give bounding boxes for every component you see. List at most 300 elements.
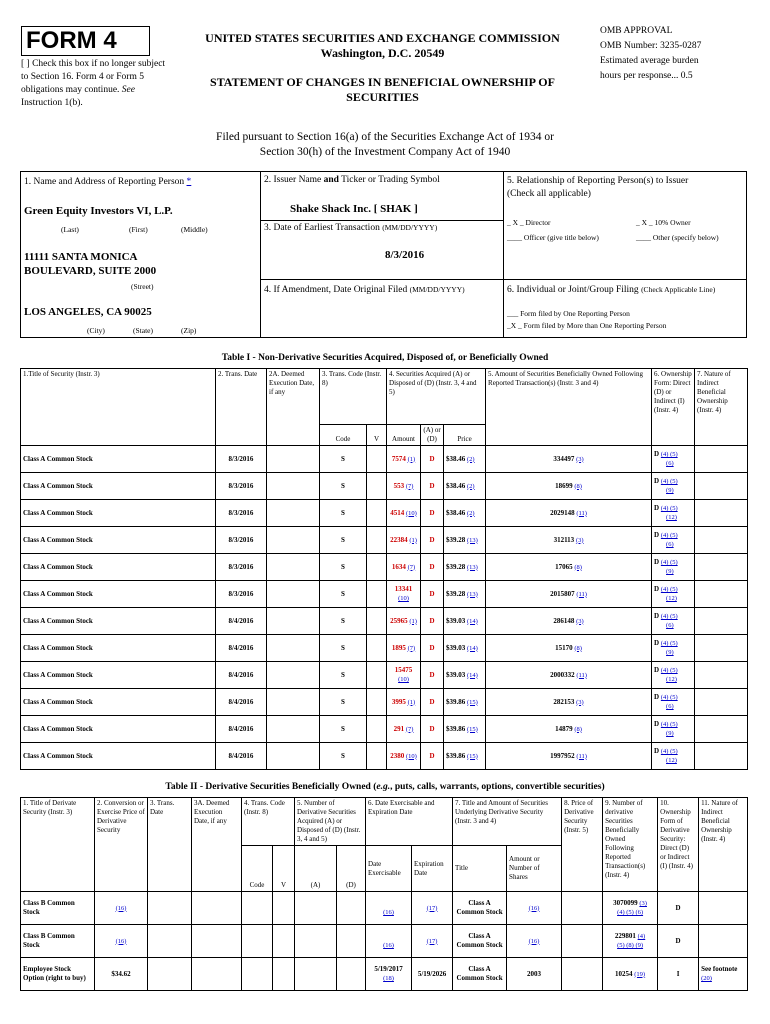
t1-h-v: V xyxy=(367,425,387,446)
deriv-owned-cell xyxy=(603,892,658,925)
underlying-amount: 2003 xyxy=(527,969,542,978)
t2-h-form: 10. Ownership Form of Derivative Security: Direct (D) or Indirect (I) (Instr. 4) xyxy=(658,798,699,892)
owned-footnote-link[interactable]: (8) xyxy=(574,482,582,490)
acquired-disposed: D xyxy=(421,608,444,635)
date-ex-footnote-link[interactable]: (16) xyxy=(383,909,394,916)
form-cell xyxy=(652,554,695,581)
form-cell xyxy=(652,500,695,527)
conversion-footnote-link[interactable]: (16) xyxy=(115,904,127,912)
nature-footnote-link[interactable]: (6) xyxy=(666,703,674,710)
und-amount-cell xyxy=(507,958,562,991)
date-exercisable: 5/19/2017 xyxy=(374,965,403,973)
t1-h-form: 6. Ownership Form: Direct (D) or Indirect (I) (Instr. 4) xyxy=(652,369,695,446)
price-cell xyxy=(444,662,486,689)
t1-h-securities: 4. Securities Acquired (A) or Disposed of (D) (Instr. 3, 4 and 5) xyxy=(387,369,486,425)
nature-footnote-link[interactable]: (12) xyxy=(666,757,677,764)
ownership-form: D xyxy=(654,477,660,485)
nature-footnote-link[interactable]: (6) xyxy=(666,622,674,629)
und-amount-footnote-link[interactable]: (16) xyxy=(528,904,540,912)
exp-footnote-link[interactable]: (17) xyxy=(426,904,438,912)
price: $39.86 xyxy=(446,724,466,733)
nature-footnote-link[interactable]: (6) xyxy=(666,460,674,467)
amount-footnote-link[interactable]: (7) xyxy=(407,644,416,652)
table1-row xyxy=(21,446,748,473)
price-footnote-link[interactable]: (13) xyxy=(467,536,478,544)
deriv-owned: 3070099 xyxy=(613,899,638,907)
ownership-form: D xyxy=(654,504,660,512)
deemed-date xyxy=(192,958,242,991)
amount: 2380 xyxy=(390,751,405,760)
owned-footnote-link[interactable]: (11) xyxy=(576,671,587,679)
amount-cell xyxy=(387,662,421,689)
deriv-title: Employee Stock Option (right to buy) xyxy=(21,958,95,991)
v-flag xyxy=(367,716,387,743)
t1-h-nature: 7. Nature of Indirect Beneficial Ownership (Instr. 4) xyxy=(695,369,748,446)
amount-cell xyxy=(387,716,421,743)
v-flag xyxy=(367,500,387,527)
price-footnote-link[interactable]: (13) xyxy=(467,590,478,598)
owned-amount: 14879 xyxy=(555,724,573,733)
owned-amount: 17065 xyxy=(555,562,573,571)
price-footnote-link[interactable]: (2) xyxy=(467,482,475,490)
deemed-date xyxy=(267,743,320,770)
t1-h-title: 1.Title of Security (Instr. 3) xyxy=(21,369,216,446)
omb-approval: OMB APPROVAL OMB Number: 3235-0287 Estimated average burden hours per response... 0.5 xyxy=(600,26,702,81)
trans-date: 8/3/2016 xyxy=(216,446,267,473)
owned-amount: 2015807 xyxy=(550,589,575,598)
security-title: Class A Common Stock xyxy=(21,662,216,689)
price-cell xyxy=(444,689,486,716)
deriv-nature-cell xyxy=(699,892,748,925)
underlying-title: Class A Common Stock xyxy=(453,925,507,958)
date-ex-footnote-link[interactable]: (16) xyxy=(383,942,394,949)
acquired-disposed: D xyxy=(421,581,444,608)
form-cell xyxy=(652,608,695,635)
form-cell xyxy=(652,473,695,500)
price-cell xyxy=(444,716,486,743)
amount: 3995 xyxy=(391,697,406,706)
t2-h-nature: 11. Nature of Indirect Beneficial Ownership (Instr. 4) xyxy=(699,798,748,892)
v-flag xyxy=(367,446,387,473)
acquired-disposed: D xyxy=(421,554,444,581)
table1-row xyxy=(21,716,748,743)
und-amount-cell xyxy=(507,892,562,925)
amount-footnote-link[interactable]: (10) xyxy=(398,595,409,602)
deriv-price xyxy=(562,958,603,991)
price-footnote-link[interactable]: (14) xyxy=(467,617,478,625)
price-footnote-link[interactable]: (14) xyxy=(467,644,478,652)
deriv-title: Class B Common Stock xyxy=(21,892,95,925)
ownership-form: D xyxy=(654,531,660,539)
filing-more: _X _ Form filed by More than One Reporting Person xyxy=(507,321,667,330)
owned-cell xyxy=(486,554,652,581)
issuer-name: Shake Shack Inc. [ SHAK ] xyxy=(290,203,418,215)
deriv-owned: 229801 xyxy=(614,932,636,940)
deriv-owned-footnote-link[interactable]: (4) xyxy=(637,933,646,940)
conversion-cell xyxy=(95,892,148,925)
owned-amount: 282153 xyxy=(553,697,575,706)
trans-date: 8/4/2016 xyxy=(216,608,267,635)
form-footnote-link[interactable]: (4) (5) xyxy=(660,505,678,512)
price-footnote-link[interactable]: (2) xyxy=(467,509,475,517)
owned-cell xyxy=(486,500,652,527)
table2-title: Table II - Derivative Securities Beneficially Owned (e.g., puts, calls, warrants, options, convertible securities) xyxy=(165,782,605,792)
acquired-a xyxy=(295,958,337,991)
deriv-form: I xyxy=(658,958,699,991)
form-footnote-link[interactable]: (4) (5) xyxy=(660,451,678,458)
rel-other: ____ Other (specify below) xyxy=(636,233,719,242)
deemed-date xyxy=(267,527,320,554)
form-cell xyxy=(652,662,695,689)
t2-h-dates: 6. Date Exercisable and Expiration Date xyxy=(366,798,453,846)
v-flag xyxy=(367,635,387,662)
owned-amount: 334497 xyxy=(553,454,575,463)
table2-row xyxy=(21,958,748,991)
underlying-title: Class A Common Stock xyxy=(453,892,507,925)
price-cell xyxy=(444,743,486,770)
trans-date: 8/4/2016 xyxy=(216,662,267,689)
acquired-disposed: D xyxy=(421,473,444,500)
amount-cell xyxy=(387,446,421,473)
deemed-date xyxy=(267,473,320,500)
amount: 291 xyxy=(393,724,405,733)
footnote-star-link[interactable]: * xyxy=(186,177,192,187)
trans-code: S xyxy=(320,635,367,662)
amount: 15475 xyxy=(394,666,413,674)
deriv-nature: See footnote xyxy=(701,965,738,973)
statement-title: STATEMENT OF CHANGES IN BENEFICIAL OWNERSHIP OF SECURITIES xyxy=(210,75,555,104)
amount: 13341 xyxy=(394,585,413,593)
nature-cell xyxy=(695,743,748,770)
deriv-price xyxy=(562,892,603,925)
amount: 25965 xyxy=(390,616,408,625)
deriv-nature-cell xyxy=(699,958,748,991)
amount-cell xyxy=(387,635,421,662)
trans-code: S xyxy=(320,446,367,473)
deemed-date xyxy=(267,581,320,608)
box2-issuer: 2. Issuer Name and Ticker or Trading Symbol Shake Shack Inc. [ SHAK ] xyxy=(260,171,504,221)
price-cell xyxy=(444,554,486,581)
form-footnote-link[interactable]: (4) (5) xyxy=(660,532,678,539)
amount-footnote-link[interactable]: (1) xyxy=(407,455,416,463)
nature-footnote-link[interactable]: (6) xyxy=(666,541,674,548)
t2-h-underlying: 7. Title and Amount of Securities Underlying Derivative Security (Instr. 3 and 4) xyxy=(453,798,562,846)
t2-h-deemed: 3A. Deemed Execution Date, if any xyxy=(192,798,242,892)
nature-cell xyxy=(695,662,748,689)
deriv-owned-footnote-link-2[interactable]: (4) (5) (6) xyxy=(617,909,644,916)
nature-footnote-link[interactable]: (9) xyxy=(666,730,674,737)
form-cell xyxy=(652,716,695,743)
trans-date xyxy=(148,892,192,925)
deemed-date xyxy=(267,635,320,662)
owned-amount: 286148 xyxy=(553,616,575,625)
deemed-date xyxy=(192,925,242,958)
amount-cell xyxy=(387,581,421,608)
t2-h-owned: 9. Number of derivative Securities Beneficially Owned Following Reported Transaction(s) (Instr. 4) xyxy=(603,798,658,892)
deriv-owned-footnote-link[interactable]: (3) xyxy=(639,900,647,907)
amount-footnote-link[interactable]: (7) xyxy=(407,563,416,571)
t2-h-und-title: Title xyxy=(453,846,507,892)
form-footnote-link[interactable]: (4) (5) xyxy=(660,667,678,674)
price-cell xyxy=(444,608,486,635)
price: $39.28 xyxy=(446,589,466,598)
owned-footnote-link[interactable]: (11) xyxy=(576,752,587,760)
t1-h-amount: Amount xyxy=(387,425,421,446)
exp-cell xyxy=(412,958,453,991)
agency-title: UNITED STATES SECURITIES AND EXCHANGE COMMISSION Washington, D.C. 20549 xyxy=(205,31,560,60)
owned-cell xyxy=(486,527,652,554)
deriv-owned-cell xyxy=(603,958,658,991)
trans-date: 8/3/2016 xyxy=(216,581,267,608)
security-title: Class A Common Stock xyxy=(21,446,216,473)
trans-code: S xyxy=(320,527,367,554)
table2 xyxy=(20,797,748,991)
trans-code: S xyxy=(320,743,367,770)
form-footnote-link[interactable]: (4) (5) xyxy=(660,478,678,485)
box4-amendment: 4. If Amendment, Date Original Filed (MM/DD/YYYY) xyxy=(260,279,504,338)
price-footnote-link[interactable]: (2) xyxy=(467,455,475,463)
trans-date: 8/3/2016 xyxy=(216,473,267,500)
price: $39.86 xyxy=(446,697,466,706)
deemed-date xyxy=(267,662,320,689)
security-title: Class A Common Stock xyxy=(21,473,216,500)
acquired-a xyxy=(295,892,337,925)
und-amount-footnote-link[interactable]: (16) xyxy=(528,937,540,945)
trans-date: 8/3/2016 xyxy=(216,527,267,554)
table1-row xyxy=(21,662,748,689)
amount-footnote-link[interactable]: (1) xyxy=(407,698,416,706)
form-footnote-link[interactable]: (4) (5) xyxy=(660,559,678,566)
form-cell xyxy=(652,635,695,662)
amount-cell xyxy=(387,608,421,635)
form-title: FORM 4 xyxy=(26,27,117,54)
acquired-disposed: D xyxy=(421,689,444,716)
deemed-date xyxy=(267,446,320,473)
owned-amount: 2000332 xyxy=(550,670,575,679)
exp-footnote-link[interactable]: (17) xyxy=(426,937,438,945)
trans-date xyxy=(148,958,192,991)
owned-cell xyxy=(486,662,652,689)
amount-cell xyxy=(387,500,421,527)
owned-footnote-link[interactable]: (3) xyxy=(575,536,584,544)
deriv-nature-footnote-link[interactable]: (20) xyxy=(701,975,712,982)
v-flag xyxy=(273,958,295,991)
amount-footnote-link[interactable]: (1) xyxy=(409,536,417,544)
table1-row xyxy=(21,473,748,500)
acquired-disposed: D xyxy=(421,527,444,554)
amount: 7574 xyxy=(391,454,406,463)
form-cell xyxy=(652,527,695,554)
owned-cell xyxy=(486,743,652,770)
deriv-title: Class B Common Stock xyxy=(21,925,95,958)
nature-cell xyxy=(695,500,748,527)
deemed-date xyxy=(192,892,242,925)
nature-footnote-link[interactable]: (12) xyxy=(666,595,677,602)
trans-code: S xyxy=(320,581,367,608)
owned-footnote-link[interactable]: (8) xyxy=(574,725,582,733)
owned-footnote-link[interactable]: (8) xyxy=(574,563,582,571)
acquired-disposed: D xyxy=(421,500,444,527)
owned-footnote-link[interactable]: (11) xyxy=(576,590,587,598)
table1-row xyxy=(21,554,748,581)
section16-check-text: [ ] Check this box if no longer subject to Section 16. Form 4 or Form 5 obligations may continue. See Instruction 1(b). xyxy=(21,59,166,108)
trans-code: S xyxy=(320,689,367,716)
v-flag xyxy=(367,581,387,608)
date-ex-footnote-link[interactable]: (18) xyxy=(383,975,394,982)
price: $39.03 xyxy=(446,616,466,625)
price-footnote-link[interactable]: (13) xyxy=(467,563,478,571)
table1 xyxy=(20,368,748,770)
amount-cell xyxy=(387,527,421,554)
amount-cell xyxy=(387,743,421,770)
amount-footnote-link[interactable]: (10) xyxy=(405,509,417,517)
ownership-form: D xyxy=(654,666,660,674)
owned-cell xyxy=(486,581,652,608)
ownership-form: D xyxy=(654,612,660,620)
price-cell xyxy=(444,473,486,500)
t2-h-code: 4. Trans. Code (Instr. 8) xyxy=(242,798,295,846)
nature-cell xyxy=(695,581,748,608)
v-flag xyxy=(367,689,387,716)
form-footnote-link[interactable]: (4) (5) xyxy=(660,640,678,647)
form-footnote-link[interactable]: (4) (5) xyxy=(660,694,678,701)
v-flag xyxy=(367,608,387,635)
owned-amount: 18699 xyxy=(555,481,573,490)
deriv-form: D xyxy=(658,925,699,958)
ownership-form: D xyxy=(654,693,660,701)
conversion-price: $34.62 xyxy=(111,969,131,978)
table2-row xyxy=(21,925,748,958)
price-footnote-link[interactable]: (14) xyxy=(467,671,478,679)
form-title-box xyxy=(21,26,150,56)
ownership-form: D xyxy=(654,585,660,593)
nature-footnote-link[interactable]: (9) xyxy=(666,568,674,575)
security-title: Class A Common Stock xyxy=(21,527,216,554)
box3-earliest-transaction: 3. Date of Earliest Transaction (MM/DD/YYYY) 8/3/2016 xyxy=(260,220,504,280)
owned-footnote-link[interactable]: (3) xyxy=(576,617,584,625)
t1-h-code-sub: Code xyxy=(320,425,367,446)
trans-code: S xyxy=(320,662,367,689)
ownership-form: D xyxy=(654,747,660,755)
ownership-form: D xyxy=(654,450,660,458)
table1-row xyxy=(21,500,748,527)
trans-date: 8/3/2016 xyxy=(216,554,267,581)
trans-date: 8/4/2016 xyxy=(216,689,267,716)
v-flag xyxy=(273,925,295,958)
v-flag xyxy=(273,892,295,925)
table1-row xyxy=(21,635,748,662)
exp-cell xyxy=(412,892,453,925)
owned-footnote-link[interactable]: (8) xyxy=(574,644,582,652)
conversion-footnote-link[interactable]: (16) xyxy=(115,937,127,945)
nature-cell xyxy=(695,608,748,635)
amount-footnote-link[interactable]: (7) xyxy=(405,725,414,733)
nature-cell xyxy=(695,527,748,554)
price-footnote-link[interactable]: (15) xyxy=(467,698,478,706)
trans-date: 8/3/2016 xyxy=(216,500,267,527)
trans-code: S xyxy=(320,473,367,500)
deemed-date xyxy=(267,716,320,743)
nature-footnote-link[interactable]: (9) xyxy=(666,487,674,494)
amount-footnote-link[interactable]: (7) xyxy=(405,482,414,490)
deriv-form: D xyxy=(658,892,699,925)
amount-footnote-link[interactable]: (10) xyxy=(405,752,417,760)
trans-code: S xyxy=(320,716,367,743)
security-title: Class A Common Stock xyxy=(21,689,216,716)
nature-footnote-link[interactable]: (12) xyxy=(666,676,677,683)
rel-director: _ X _ Director xyxy=(507,218,551,227)
trans-code: S xyxy=(320,608,367,635)
ownership-form: D xyxy=(654,558,660,566)
nature-cell xyxy=(695,554,748,581)
owned-cell xyxy=(486,608,652,635)
amount-footnote-link[interactable]: (10) xyxy=(398,676,409,683)
t2-h-code-sub: Code xyxy=(242,846,273,892)
price-footnote-link[interactable]: (15) xyxy=(467,752,478,760)
rel-officer: ____ Officer (give title below) xyxy=(507,233,599,242)
date-ex-cell xyxy=(366,925,412,958)
price-footnote-link[interactable]: (15) xyxy=(467,725,478,733)
nature-footnote-link[interactable]: (12) xyxy=(666,514,677,521)
t2-h-conversion: 2. Conversion or Exercise Price of Derivative Security xyxy=(95,798,148,892)
v-flag xyxy=(367,527,387,554)
price-cell xyxy=(444,446,486,473)
t2-h-date-ex: Date Exercisable xyxy=(366,846,412,892)
trans-code xyxy=(242,958,273,991)
table1-row xyxy=(21,527,748,554)
form-footnote-link[interactable]: (4) (5) xyxy=(660,586,678,593)
owned-footnote-link[interactable]: (11) xyxy=(576,509,587,517)
deriv-owned-footnote-link[interactable]: (19) xyxy=(634,970,646,978)
city-state-zip: LOS ANGELES, CA 90025 xyxy=(24,306,152,318)
owned-cell xyxy=(486,446,652,473)
owned-cell xyxy=(486,716,652,743)
conversion-cell xyxy=(95,958,148,991)
trans-date xyxy=(148,925,192,958)
trans-date: 8/4/2016 xyxy=(216,635,267,662)
nature-cell xyxy=(695,446,748,473)
price: $39.03 xyxy=(446,670,466,679)
nature-footnote-link[interactable]: (9) xyxy=(666,649,674,656)
t1-h-date: 2. Trans. Date xyxy=(216,369,267,446)
table1-title: Table I - Non-Derivative Securities Acquired, Disposed of, or Beneficially Owned xyxy=(221,353,549,363)
price-cell xyxy=(444,635,486,662)
filing-one: ___ Form filed by One Reporting Person xyxy=(507,309,630,318)
owned-amount: 1997952 xyxy=(550,751,575,760)
owned-footnote-link[interactable]: (3) xyxy=(576,455,584,463)
box5-relationship: 5. Relationship of Reporting Person(s) to Issuer (Check all applicable) _ X _ Director _ X _ 10% Owner ____ Officer (give title below) ____ Other (specify below) xyxy=(503,171,747,280)
form-footnote-link[interactable]: (4) (5) xyxy=(660,613,678,620)
expiration-date: 5/19/2026 xyxy=(417,969,447,978)
deriv-price xyxy=(562,925,603,958)
deriv-owned-cell xyxy=(603,925,658,958)
nature-cell xyxy=(695,473,748,500)
trans-date: 8/4/2016 xyxy=(216,716,267,743)
form-footnote-link[interactable]: (4) (5) xyxy=(660,721,678,728)
form-footnote-link[interactable]: (4) (5) xyxy=(660,748,678,755)
filed-pursuant: Filed pursuant to Section 16(a) of the Securities Exchange Act of 1934 or Section 30(h) of the Investment Company Act of 1940 xyxy=(216,131,554,158)
price: $39.03 xyxy=(446,643,466,652)
deemed-date xyxy=(267,689,320,716)
deriv-owned-footnote-link-2[interactable]: (5) (8) (9) xyxy=(617,942,644,949)
v-flag xyxy=(367,554,387,581)
amount-footnote-link[interactable]: (1) xyxy=(409,617,417,625)
acquired-disposed: D xyxy=(421,662,444,689)
amount: 4514 xyxy=(390,508,405,517)
owned-footnote-link[interactable]: (3) xyxy=(576,698,584,706)
date-ex-cell xyxy=(366,958,412,991)
t2-h-a: (A) xyxy=(295,846,337,892)
